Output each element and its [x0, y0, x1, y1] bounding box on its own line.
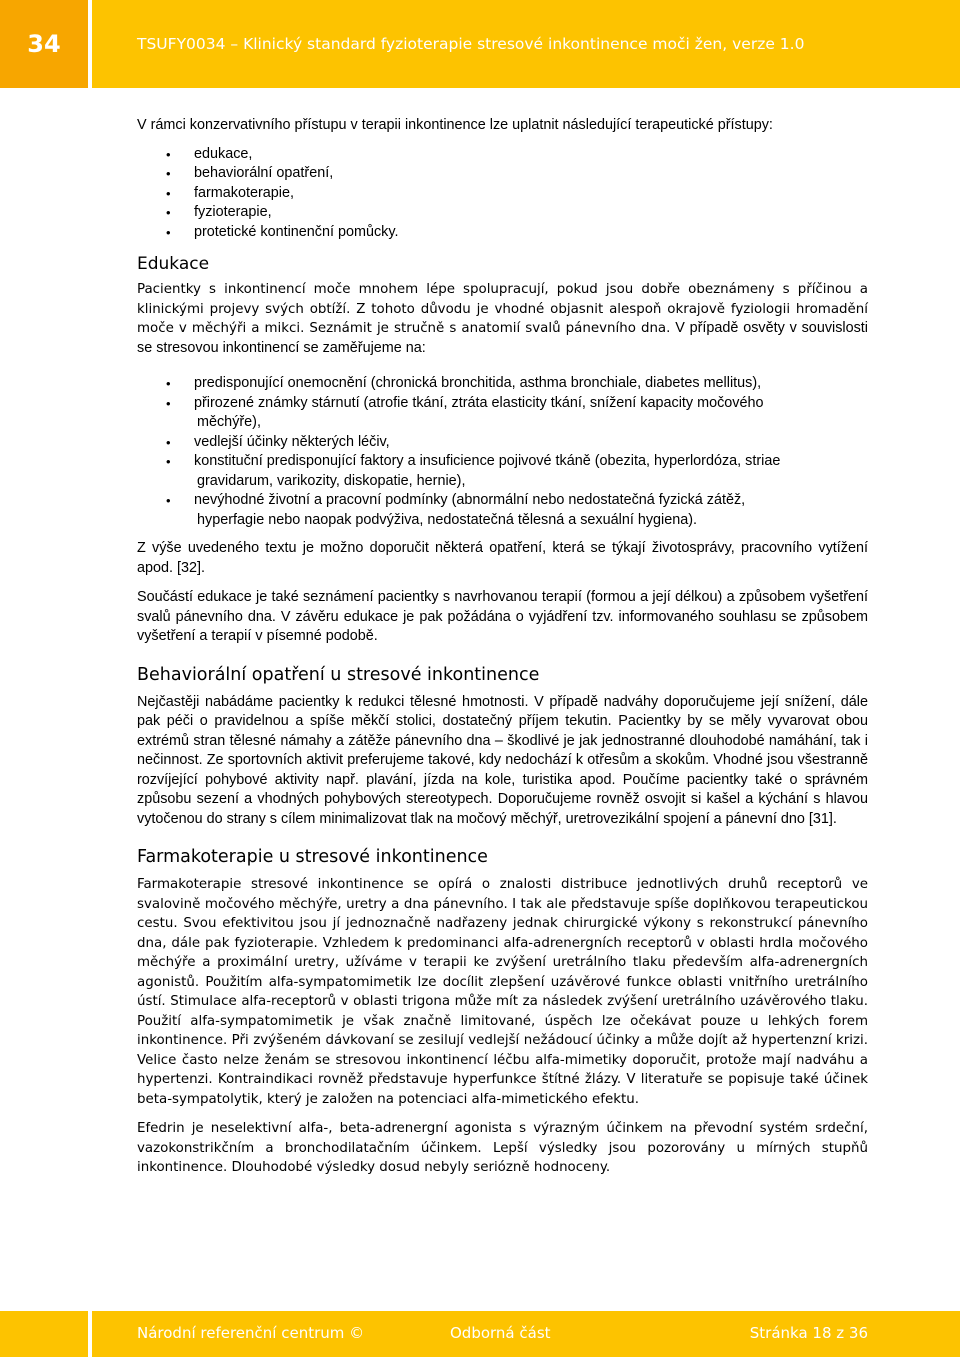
pharma-paragraph-2: Efedrin je neselektivní alfa-, beta-adrenergní agonista s výrazným účinkem na převodní systém srdeční, vazokonstrikčním a bronchodilatačním účinkem. Lepší výsledky jsou pozorovány u mírných stupňů inkontinence. Dlouhodobé výsledky dosud nebyly seriózně hodnoceny. [137, 1121, 868, 1175]
list-item: • farmakoterapie, [137, 184, 868, 204]
document-header-title: TSUFY0034 – Klinický standard fyzioterapie stresové inkontinence moči žen, verze 1.0 [92, 0, 960, 88]
list-item [137, 491, 868, 530]
page-content [137, 116, 868, 1178]
list-item: • edukace, [137, 145, 868, 165]
list-item: • behaviorální opatření, [137, 164, 868, 184]
factor-continuation: měchýře), [197, 414, 261, 430]
footer-left-block [0, 1311, 88, 1357]
section-heading-behavioral: Behaviorální opatření u stresové inkontinence [137, 664, 540, 685]
list-item [137, 394, 868, 433]
behavioral-paragraph [137, 693, 868, 830]
footer-center-text: Odborná část [450, 1324, 551, 1342]
page-number-badge: 34 [0, 0, 88, 88]
factors-list [137, 374, 868, 530]
factor-text: vedlejší účinky některých léčiv, [194, 433, 390, 450]
factor-continuation: gravidarum, varikozity, diskopatie, hernie), [197, 472, 466, 489]
approaches-list [137, 145, 868, 243]
intro-paragraph: V rámci konzervativního přístupu v terapii inkontinence lze uplatnit následující terapeutické přístupy: [137, 117, 773, 133]
edukace-paragraph-1 [137, 280, 868, 358]
section-heading-edukace: Edukace [137, 254, 210, 274]
section-heading-pharma: Farmakoterapie u stresové inkontinence [137, 847, 488, 867]
edukace-paragraph-2: Z výše uvedeného textu je možno doporučit některá opatření, která se týkají životosprávy, pracovního vytížení apod. [32]. [137, 540, 868, 576]
list-item: • protetické kontinenční pomůcky. [137, 223, 868, 243]
factor-text: přirozené známky stárnutí (atrofie tkání, ztráta elasticity tkání, snížení kapacity močového [194, 394, 764, 411]
edukace-paragraph-3: Součástí edukace je také seznámení pacientky s navrhovanou terapií (formou a její délkou) a způsobem vyšetření svalů pánevního dna. V závěru edukace je pak požádána o vyjádření tzv. informovaného souhlasu se způsobem vyšetření a terapií v písemné podobě. [137, 589, 868, 644]
pharma-paragraph-1: Farmakoterapie stresové inkontinence se opírá o znalosti distribuce jednotlivých druhů receptorů ve svalovině močového měchýře, uretry a dna pánevního. I tak ale představuje spíše doplňkovou terapeutickou cestu. Svou efektivitou jsou jí jednoznačně nadřazeny jednak chirurgické výkony s rekonstrukcí pánevního dna, dále pak fyzioterapie. Vzhledem k predominanci alfa-adrenergních receptorů v oblasti hrdla močového měchýře a proximální uretry, užíváme v terapii ke zvýšení uretrálního tlaku především alfa-adrenergních agonistů. Použitím alfa-sympatomimetik lze docílit zlepšení uzávěrové funkce oblasti vnitřního uretrálního ústí. Stimulace alfa-receptorů v oblasti trigona může mít za následek zvýšení uretrálního uzávěrového tlaku. Použití alfa-sympatomimetik je však značně limitované, úspěch lze očekávat pouze u lehkých forem inkontinence. Při zvýšeném dávkovaní se zesilují vedlejší nežádoucí účinky a může dojít až hypertenzní krizi. Velice často nelze ženám se stresovou inkontinencí léčbu alfa-mimetiky doporučit, protože mají nadváhu a hypertenzi. Kontraindikaci rovněž představuje hyperfunkce štítné žlázy. V literatuře se popisuje také účinek beta-sympatolytik, který je založen na potenciaci alfa-mimetického efektu. [137, 877, 868, 1107]
edukace-p1-part3: V případě osvěty v souvislosti se stresovou inkontinencí se zaměřujeme na: [137, 320, 868, 356]
list-item [137, 433, 868, 453]
footer-page-indicator: Stránka 18 z 36 [749, 1324, 868, 1342]
factor-text: nevýhodné životní a pracovní podmínky (abnormální nebo nedostatečná fyzická zátěž, [194, 492, 746, 508]
citation-ref: [31]. [804, 810, 837, 827]
list-item [137, 452, 868, 491]
factor-text: konstituční predisponující faktory a insuficience pojivové tkáně (obezita, hyperlordóza, striae [194, 453, 781, 469]
page-footer [92, 1311, 960, 1357]
list-item [137, 374, 868, 394]
factor-continuation: hyperfagie nebo naopak podvýživa, nedostatečná tělesná a sexuální hygiena). [197, 511, 698, 528]
edukace-p1-part1: Pacientky s inkontinencí moče mnohem lépe spolupracují, pokud jsou dobře obeznámeny s příčinou a klinickými projevy svých obtíží. [137, 282, 868, 317]
footer-left-text: Národní referenční centrum © [137, 1324, 365, 1342]
list-item: • fyzioterapie, [137, 203, 868, 223]
edukace-p1-part2: Z tohoto důvodu je vhodné objasnit alespoň okrajově fyziologii hromadění moče v měchýři a mikci. Seznámit je stručně s anatomií svalů pánevního dna. [137, 301, 868, 336]
factor-text: predisponující onemocnění (chronická bronchitida, asthma bronchiale, diabetes mellitus), [194, 375, 762, 391]
behavioral-text: Nejčastěji nabádáme pacientky k redukci tělesné hmotnosti. V případě nadváhy doporučujeme její snížení, dále pak péči o pravidelnou a spíše měkčí stolici, dostatečný příjem tekutin. Pacientky by se měly vyvarovat obou extrémů stran tělesné námahy a zátěže pánevního dna – škodlivé je jak jednostranné dlouhodobé namáhání, tak i nečinnost. Ze sportovních aktivit preferujeme takové, kdy nedochází k otřesům a skokům. Vhodné jsou všestranně rozvíjející pohybové aktivity např. plavání, jízda na kole, turistika apod. Poučíme pacientky také o správném způsobu sezení a vhodných pohybových stereotypech. Doporučujeme rovněž osvojit si kašel a kýchání s hlavou vytočenou do strany s cílem minimalizovat tlak na močový měchýř, uretrovezikální spojení a pánevní dno [137, 693, 868, 827]
